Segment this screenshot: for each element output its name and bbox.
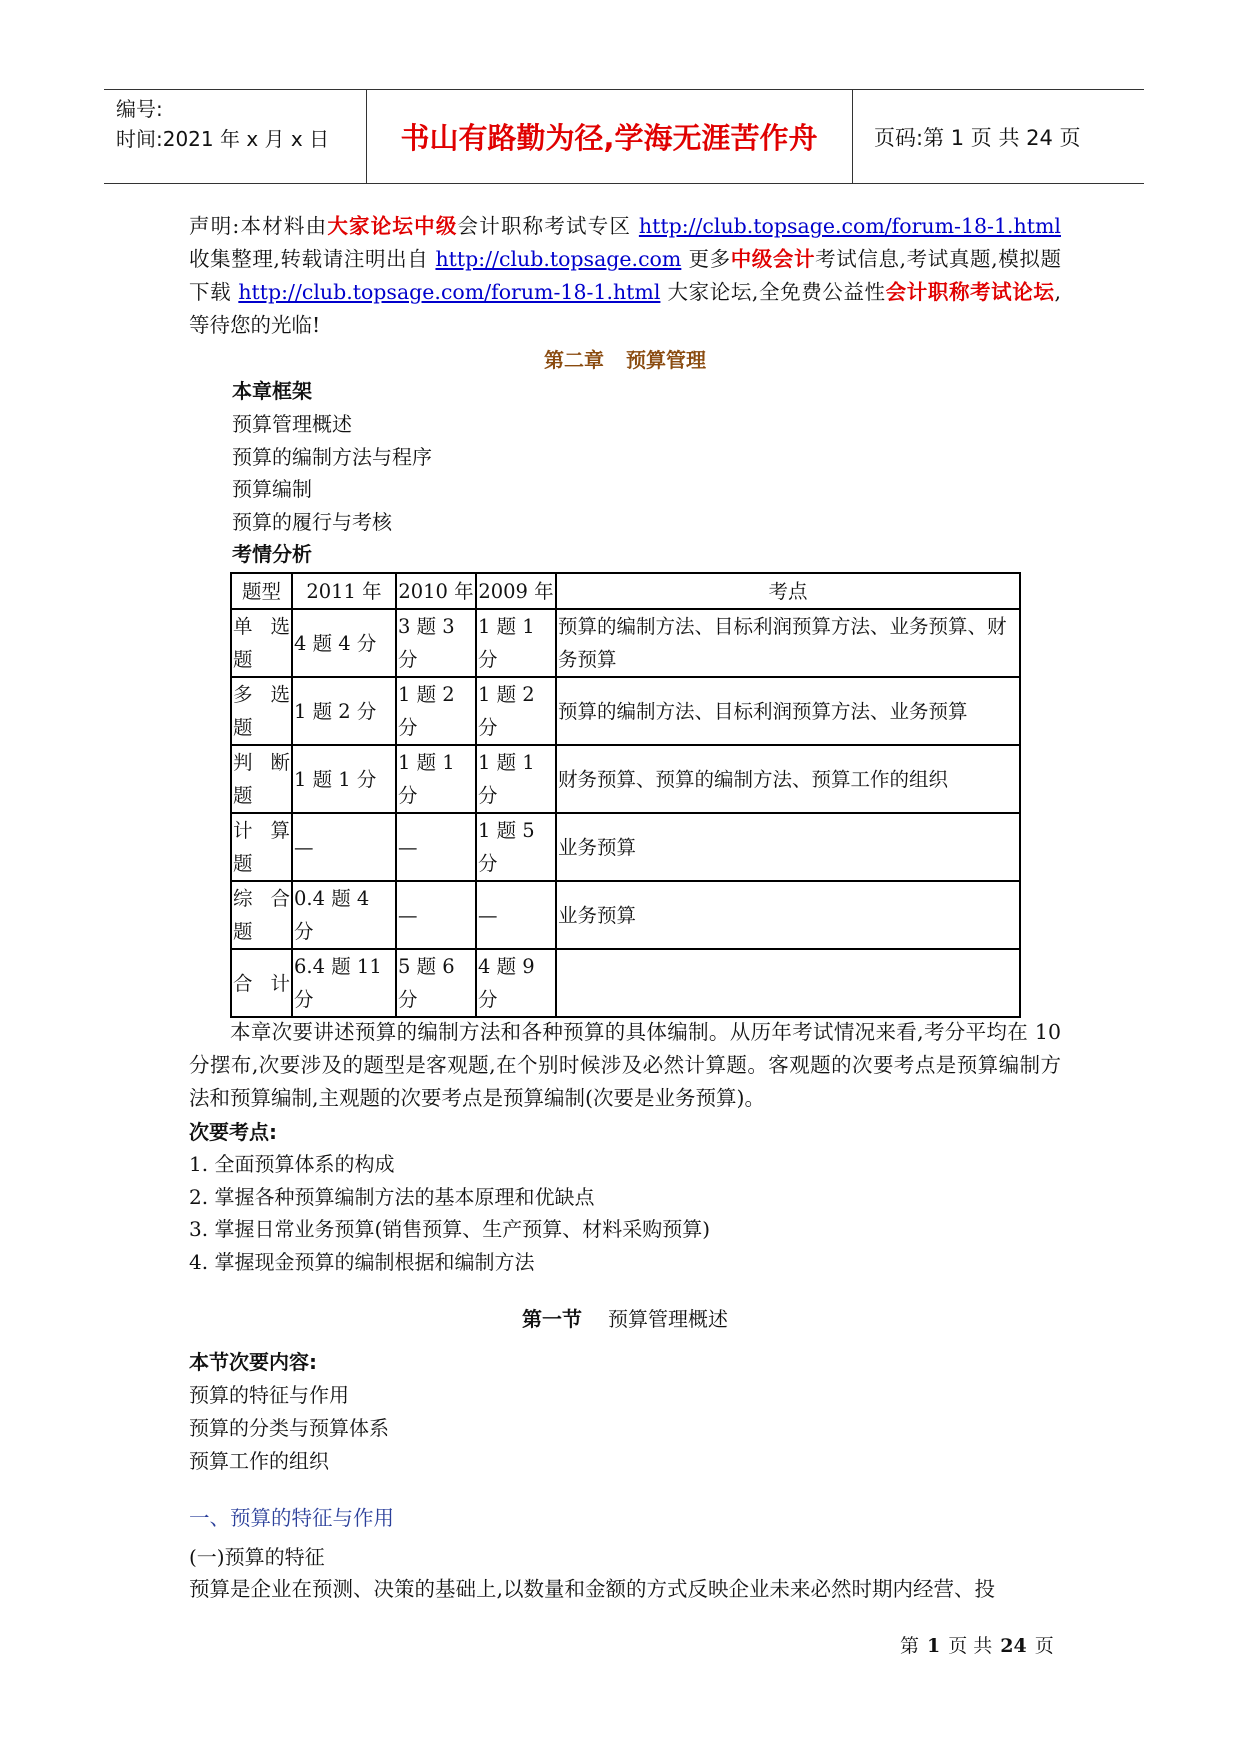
question-type-cell (231, 677, 292, 745)
topic-cell: 预算的编制方法、目标利润预算方法、业务预算 (556, 677, 1020, 745)
topic-cell: 业务预算 (556, 813, 1020, 881)
table-header-cell: 考点 (556, 573, 1020, 609)
question-type-cell (231, 813, 292, 881)
score-cell: 6.4 题 11 分 (292, 949, 396, 1017)
score-cell: 4 题 9 分 (476, 949, 556, 1017)
score-cell: 5 题 6 分 (396, 949, 476, 1017)
topic-cell (556, 949, 1020, 1017)
table-header-cell: 2010 年 (396, 573, 476, 609)
sub-subsection-heading: (一)预算的特征 (189, 1545, 325, 1569)
statement-text: 更多 (681, 247, 731, 271)
type-char: 算 (270, 819, 290, 842)
type-char: 题 (233, 920, 253, 943)
table-header-cell: 2011 年 (292, 573, 396, 609)
type-char: 选 (270, 683, 290, 706)
key-point-item: 3. 掌握日常业务预算(销售预算、生产预算、材料采购预算) (189, 1217, 711, 1241)
document-time-label: 时间:2021 年 x 月 x 日 (116, 127, 330, 151)
question-type-cell (231, 745, 292, 813)
statement-highlight: 大家论坛中级 (327, 214, 458, 238)
analysis-heading: 考情分析 (232, 542, 312, 566)
table-row (231, 677, 1020, 745)
footer-text: 页 (1034, 1635, 1054, 1657)
key-point-item: 2. 掌握各种预算编制方法的基本原理和优缺点 (189, 1184, 595, 1209)
type-char: 题 (233, 852, 253, 875)
type-char: 合 (233, 971, 253, 995)
section-title (189, 1303, 1061, 1332)
document-number-label: 编号: (116, 97, 163, 121)
forum-link[interactable]: http://club.topsage.com/forum-18-1.html (238, 280, 661, 304)
question-type-cell (231, 881, 292, 949)
table-row (231, 609, 1020, 677)
score-cell: — (396, 813, 476, 881)
type-char: 题 (233, 784, 253, 807)
question-type-cell (231, 609, 292, 677)
statement-highlight: 会计职称考试论坛 (885, 280, 1055, 304)
score-cell: 0.4 题 4 分 (292, 881, 396, 949)
chapter-title (189, 344, 1061, 373)
statement-highlight: 中级会计 (730, 247, 816, 271)
type-char: 综 (233, 887, 253, 910)
statement-text: 考试信息,考试真题,模拟题下载 (189, 247, 1061, 304)
type-char: 计 (233, 819, 253, 842)
key-points-heading: 次要考点: (189, 1120, 277, 1144)
topic-cell: 业务预算 (556, 881, 1020, 949)
framework-item: 预算管理概述 (232, 412, 352, 436)
body-paragraph: 预算是企业在预测、决策的基础上,以数量和金额的方式反映企业未来必然时期内经营、投 (189, 1577, 996, 1601)
chapter-framework (232, 375, 432, 571)
section-name: 预算管理概述 (608, 1307, 728, 1331)
table-row (231, 813, 1020, 881)
question-type-cell (231, 949, 292, 1017)
table-header-cell: 2009 年 (476, 573, 556, 609)
score-cell: 1 题 2 分 (476, 677, 556, 745)
score-cell: 1 题 1 分 (476, 745, 556, 813)
score-cell: 3 题 3 分 (396, 609, 476, 677)
statement-text: ,等待您的光临! (189, 280, 1061, 337)
type-char: 多 (233, 683, 253, 706)
forum-link[interactable]: http://club.topsage.com/forum-18-1.html (638, 214, 1061, 238)
framework-item: 预算的编制方法与程序 (232, 444, 432, 469)
chapter-name: 预算管理 (626, 348, 706, 372)
section-item: 预算的分类与预算体系 (189, 1416, 389, 1440)
type-char: 判 (233, 751, 253, 774)
type-char: 题 (233, 648, 253, 671)
header-meta (116, 94, 329, 154)
score-cell: 4 题 4 分 (292, 609, 396, 677)
header-motto: 书山有路勤为径,学海无涯苦作舟 (400, 121, 818, 155)
type-char: 合 (270, 887, 290, 910)
type-char: 选 (270, 615, 290, 638)
key-point-item: 4. 掌握现金预算的编制根据和编制方法 (189, 1249, 535, 1274)
footer-page-number: 1 (927, 1635, 941, 1657)
type-char: 计 (270, 971, 290, 995)
topic-cell: 财务预算、预算的编制方法、预算工作的组织 (556, 745, 1020, 813)
page-footer (900, 1631, 1054, 1658)
framework-item: 预算的履行与考核 (232, 509, 392, 534)
table-header-row (231, 573, 1020, 609)
type-char: 断 (270, 751, 290, 774)
key-points (189, 1116, 710, 1278)
score-cell: 1 题 2 分 (396, 677, 476, 745)
framework-item: 预算编制 (232, 477, 312, 501)
footer-text: 页 共 (948, 1635, 993, 1657)
table-row (231, 745, 1020, 813)
subsection-heading: 一、预算的特征与作用 (189, 1506, 394, 1530)
table-row-total (231, 949, 1020, 1017)
header-page-info: 页码:第 1 页 共 24 页 (874, 125, 1081, 150)
type-char: 题 (233, 716, 253, 739)
table-row (231, 881, 1020, 949)
summary-paragraph: 本章次要讲述预算的编制方法和各种预算的具体编制。从历年考试情况来看,考分平均在 10 分摆布,次要涉及的题型是客观题,在个别时候涉及必然计算题。客观题的次要考点是预算编制方法和预算编制,主观题的次要考点是预算编制(次要是业务预算)。 (189, 1020, 1061, 1110)
section-contents-heading: 本节次要内容: (189, 1350, 317, 1374)
footer-page-total: 24 (1000, 1635, 1027, 1657)
table-header-cell: 题型 (231, 573, 292, 609)
statement-text: 收集整理,转载请注明出自 (189, 247, 436, 271)
document-header (104, 89, 1144, 184)
statement-text: 声明:本材料由 (189, 214, 328, 238)
score-cell: 1 题 1 分 (476, 609, 556, 677)
copyright-statement (189, 210, 1061, 342)
section-contents (189, 1346, 389, 1478)
chapter-number: 第二章 (544, 348, 604, 372)
chapter-summary (189, 1016, 1061, 1115)
score-cell: — (396, 881, 476, 949)
section-item: 预算工作的组织 (189, 1449, 329, 1473)
score-cell: 1 题 2 分 (292, 677, 396, 745)
score-cell: 1 题 1 分 (292, 745, 396, 813)
score-cell: — (292, 813, 396, 881)
topic-cell: 预算的编制方法、目标利润预算方法、业务预算、财务预算 (556, 609, 1020, 677)
section-item: 预算的特征与作用 (189, 1383, 349, 1407)
statement-text: 会计职称考试专区 (457, 214, 639, 238)
score-cell: 1 题 5 分 (476, 813, 556, 881)
statement-text: 大家论坛,全免费公益性 (660, 280, 886, 304)
site-link[interactable]: http://club.topsage.com (435, 247, 682, 271)
framework-heading: 本章框架 (232, 379, 312, 403)
header-divider (852, 90, 853, 183)
section-number: 第一节 (522, 1307, 582, 1331)
footer-text: 第 (900, 1635, 920, 1657)
score-cell: 1 题 1 分 (396, 745, 476, 813)
exam-analysis-table (230, 572, 1021, 1018)
score-cell: — (476, 881, 556, 949)
type-char: 单 (233, 615, 253, 638)
key-point-item: 1. 全面预算体系的构成 (189, 1152, 395, 1176)
